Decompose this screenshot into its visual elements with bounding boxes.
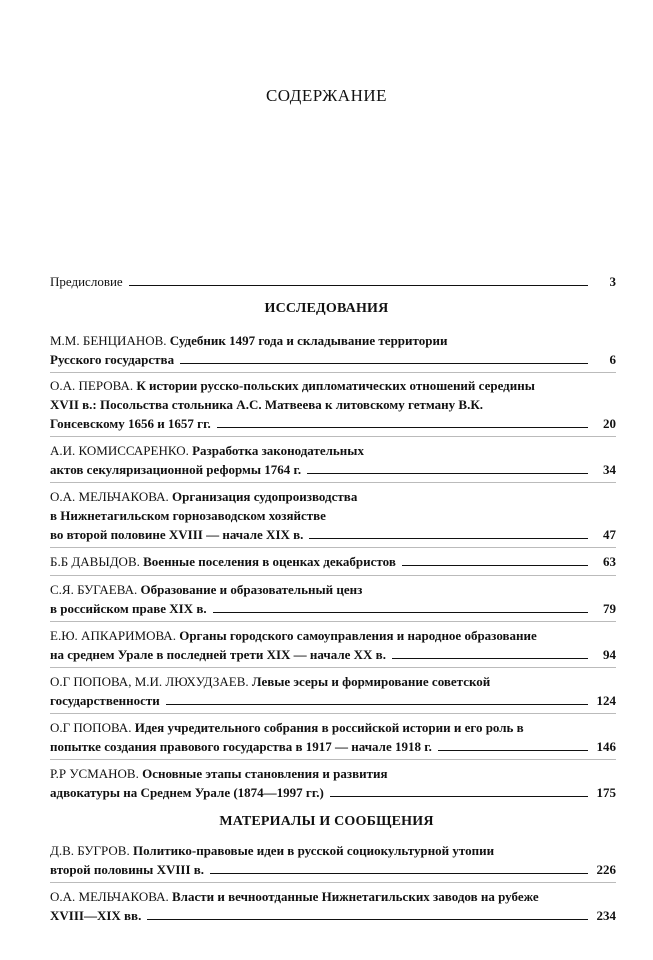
- toc-entry: [50, 626, 616, 664]
- toc-page-number: 146: [596, 739, 616, 754]
- toc-title-line: второй половины XVIII в.: [50, 862, 205, 877]
- toc-author: О.А. МЕЛЬЧАКОВА.: [50, 489, 169, 504]
- dot-leader: [213, 612, 588, 613]
- dot-leader: [392, 658, 588, 659]
- section-heading-research: ИССЛЕДОВАНИЯ: [264, 301, 389, 316]
- toc-line: [50, 737, 616, 756]
- toc-author: Б.Б ДАВЫДОВ.: [50, 554, 140, 569]
- toc-author: О.А. МЕЛЬЧАКОВА.: [50, 889, 169, 904]
- toc-title-line: адвокатуры на Среднем Урале (1874—1997 гг.): [50, 785, 324, 800]
- entry-divider: [50, 713, 616, 714]
- dot-leader: [307, 473, 588, 474]
- entry-divider: [50, 547, 616, 548]
- toc-line: [50, 376, 616, 395]
- toc-page-number: 94: [603, 647, 616, 662]
- toc-entry-preface: [50, 272, 616, 291]
- toc-author: М.М. БЕНЦИАНОВ.: [50, 333, 167, 348]
- toc-page-number: 3: [609, 274, 616, 289]
- toc-line: [50, 395, 616, 414]
- page-title: СОДЕРЖАНИЕ: [265, 86, 388, 105]
- toc-line: [50, 691, 616, 710]
- toc-title-line: Левые эсеры и формирование советской: [251, 674, 491, 689]
- dot-leader: [210, 873, 588, 874]
- toc-line: [50, 506, 616, 525]
- toc-line: [50, 626, 616, 645]
- toc-line: [50, 860, 616, 879]
- toc-entry: [50, 552, 616, 571]
- toc-line: [50, 887, 616, 906]
- toc-title-line: К истории русско-польских дипломатических отношений середины: [136, 378, 535, 393]
- toc-author: Р.Р УСМАНОВ.: [50, 766, 139, 781]
- toc-line: [50, 764, 616, 783]
- toc-entry: [50, 764, 616, 802]
- entry-divider: [50, 882, 616, 883]
- toc-line: [50, 414, 616, 433]
- toc-page-number: 175: [596, 785, 616, 800]
- toc-title-line: Русского государства: [50, 352, 175, 367]
- section-heading-materials: МАТЕРИАЛЫ И СООБЩЕНИЯ: [219, 814, 434, 829]
- toc-line: [50, 331, 616, 350]
- entry-divider: [50, 667, 616, 668]
- toc-line: [50, 441, 616, 460]
- toc-entry: [50, 718, 616, 756]
- toc-title-line: XVIII—XIX вв.: [50, 908, 142, 923]
- dot-leader: [309, 538, 588, 539]
- toc-page-number: 226: [596, 862, 616, 877]
- dot-leader: [402, 565, 588, 566]
- toc-line: [50, 672, 616, 691]
- toc-line: [50, 460, 616, 479]
- toc-page-number: 47: [603, 527, 616, 542]
- toc-entry: [50, 841, 616, 879]
- toc-entry: [50, 580, 616, 618]
- toc-title-line: актов секуляризационной реформы 1764 г.: [50, 462, 302, 477]
- toc-preface-label: Предисловие: [50, 274, 123, 289]
- toc-title-line: Судебник 1497 года и складывание территории: [169, 333, 448, 348]
- toc-line: [50, 525, 616, 544]
- toc-line: [50, 580, 616, 599]
- entry-divider: [50, 482, 616, 483]
- dot-leader: [330, 796, 588, 797]
- toc-title-line: Военные поселения в оценках декабристов: [143, 554, 396, 569]
- toc-author: Е.Ю. АПКАРИМОВА.: [50, 628, 176, 643]
- toc-title-line: Органы городского самоуправления и народное образование: [179, 628, 537, 643]
- toc-title-line: Идея учредительного собрания в российской истории и его роль в: [134, 720, 524, 735]
- toc-title-line: попытке создания правового государства в 1917 — начале 1918 г.: [50, 739, 432, 754]
- toc-entry: [50, 887, 616, 925]
- toc-line: [50, 645, 616, 664]
- toc-page-number: 234: [596, 908, 616, 923]
- toc-author: О.А. ПЕРОВА.: [50, 378, 134, 393]
- toc-line: [50, 487, 616, 506]
- toc-page-number: 124: [596, 693, 616, 708]
- toc-title-line: Власти и вечноотданные Нижнетагильских заводов на рубеже: [172, 889, 539, 904]
- toc-line: [50, 841, 616, 860]
- toc-author: Д.В. БУГРОВ.: [50, 843, 130, 858]
- toc-page-number: 6: [609, 352, 616, 367]
- toc-author: С.Я. БУГАЕВА.: [50, 582, 138, 597]
- toc-title-line: государственности: [50, 693, 160, 708]
- toc-line: [50, 906, 616, 925]
- toc-entry: [50, 672, 616, 710]
- toc-line: [50, 783, 616, 802]
- toc-title-line: XVII в.: Посольства стольника А.С. Матвеева к литовскому гетману В.К.: [50, 397, 484, 412]
- toc-title-line: Основные этапы становления и развития: [142, 766, 388, 781]
- toc-author: О.Г ПОПОВА.: [50, 720, 132, 735]
- toc-author: О.Г ПОПОВА, М.И. ЛЮХУДЗАЕВ.: [50, 674, 249, 689]
- toc-page-number: 63: [603, 554, 616, 569]
- toc-line: [50, 272, 616, 291]
- toc-page-number: 34: [603, 462, 616, 477]
- toc-line: [50, 552, 616, 571]
- toc-entry: [50, 331, 616, 369]
- toc-entry: [50, 441, 616, 479]
- dot-leader: [180, 363, 588, 364]
- toc-title-line: Гонсевскому 1656 и 1657 гг.: [50, 416, 211, 431]
- dot-leader: [147, 919, 588, 920]
- toc-title-line: Разработка законодательных: [192, 443, 364, 458]
- entry-divider: [50, 759, 616, 760]
- toc-title-line: на среднем Урале в последней трети XIX — начале XX в.: [50, 647, 386, 662]
- toc-title-line: в Нижнетагильском горнозаводском хозяйстве: [50, 508, 326, 523]
- entry-divider: [50, 372, 616, 373]
- entry-divider: [50, 621, 616, 622]
- toc-title-line: Организация судопроизводства: [172, 489, 358, 504]
- toc-title-line: Образование и образовательный ценз: [140, 582, 363, 597]
- dot-leader: [217, 427, 588, 428]
- toc-author: А.И. КОМИССАРЕНКО.: [50, 443, 189, 458]
- toc-page-number: 79: [603, 601, 616, 616]
- toc-title-line: во второй половине XVIII — начале XIX в.: [50, 527, 304, 542]
- toc-entry: [50, 376, 616, 433]
- toc-page-number: 20: [603, 416, 616, 431]
- dot-leader: [166, 704, 588, 705]
- dot-leader: [129, 285, 588, 286]
- dot-leader: [438, 750, 588, 751]
- toc-line: [50, 350, 616, 369]
- toc-entry: [50, 487, 616, 544]
- toc-line: [50, 599, 616, 618]
- toc-line: [50, 718, 616, 737]
- entry-divider: [50, 436, 616, 437]
- toc-title-line: Политико-правовые идеи в русской социокультурной утопии: [132, 843, 495, 858]
- entry-divider: [50, 575, 616, 576]
- toc-title-line: в российском праве XIX в.: [50, 601, 207, 616]
